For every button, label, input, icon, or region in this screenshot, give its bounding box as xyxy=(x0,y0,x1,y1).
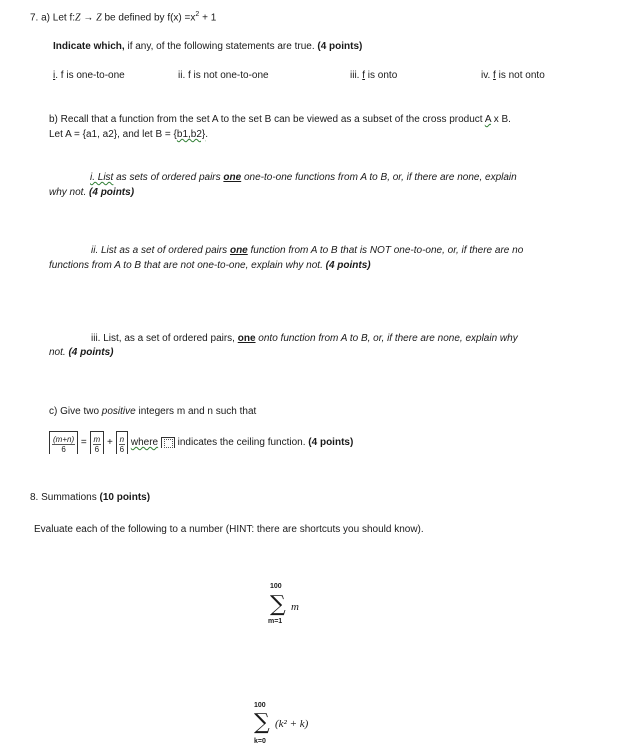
fraction-numerator: n xyxy=(119,434,125,444)
option-iv-f: f xyxy=(493,70,496,81)
q7b-iii-line2-text: not. xyxy=(49,347,66,358)
fraction-denominator: 6 xyxy=(94,444,100,454)
q7b-i-line1 xyxy=(90,172,517,183)
q7b-ii-text2: function from A to B that is NOT one-to-one, or, if there are no xyxy=(247,245,524,256)
q7a-line xyxy=(30,11,216,23)
q7b-i-number: i. List xyxy=(90,172,114,183)
option-i-text: . f is one-to-one xyxy=(55,70,125,81)
q7b-i-text: as sets of ordered pairs xyxy=(113,172,224,183)
q7b-ii-line2-text: functions from A to B that are not one-to-one, explain why not. xyxy=(49,260,323,271)
option-i-number: i xyxy=(53,70,56,81)
function-definition: be defined by f(x) =x xyxy=(101,12,196,24)
option-iii-f: f xyxy=(362,70,366,81)
q7b-i-text2: one-to-one functions from A to B, or, if there are none, explain xyxy=(241,172,517,183)
function-tail: + 1 xyxy=(199,12,217,24)
points-label: (4 points) xyxy=(317,41,363,52)
points-label: (10 points) xyxy=(99,492,151,503)
q7b-i-line2-text: why not. xyxy=(49,187,87,198)
ceiling-placeholder-icon xyxy=(161,437,175,448)
sum2-upper-limit: 100 xyxy=(254,702,266,709)
q7b-ii-one: one xyxy=(229,245,248,256)
option-iv-text: is not onto xyxy=(495,70,545,81)
sum1-body: m xyxy=(291,601,299,613)
q7b-iii-text2: onto function from A to B, or, if there are none, explain why xyxy=(255,333,518,344)
sum2-lower-limit: k=0 xyxy=(254,738,266,745)
q7c-positive: positive xyxy=(101,406,136,417)
q7c-text: c) Give two xyxy=(49,406,102,417)
q7c-text2: integers m and n such that xyxy=(135,406,257,417)
sum1-upper-limit: 100 xyxy=(270,583,282,590)
exponent: 2 xyxy=(195,11,200,18)
equals-sign: = xyxy=(78,437,90,448)
q7a-prefix: 7. a) Let f: xyxy=(30,12,76,24)
q7b-line1 xyxy=(49,114,511,125)
ceiling-equation xyxy=(49,430,353,456)
q7b-iii-text: iii. List, as a set of ordered pairs, xyxy=(91,333,238,344)
q7b-iii-one: one xyxy=(237,333,256,344)
ceiling-description: indicates the ceiling function. xyxy=(174,437,306,448)
q7b-line1-end: x B. xyxy=(490,114,511,125)
q7c-line1 xyxy=(49,406,256,417)
q7b-ii-text: ii. List as a set of ordered pairs xyxy=(91,245,230,256)
q7b-line2 xyxy=(49,129,208,140)
q7b-line2-text: Let A = {a1, a2}, and let B = { xyxy=(49,129,177,140)
set-Z: Z xyxy=(75,12,81,24)
set-B-elements: b1,b2} xyxy=(176,129,206,140)
q7b-line2-end: . xyxy=(205,129,209,140)
q7b-line1-text: b) Recall that a function from the set A to the set B can be viewed as a subset of the cross product xyxy=(49,114,485,125)
option-i xyxy=(53,70,125,81)
fraction xyxy=(52,435,75,454)
points-label: (4 points) xyxy=(68,347,114,358)
q7b-ii-line2 xyxy=(49,260,371,271)
sum1-lower-limit: m=1 xyxy=(268,618,283,625)
fraction xyxy=(93,435,102,454)
sum2-sigma: ∑ xyxy=(254,710,270,735)
arrow-symbol: → xyxy=(80,12,97,24)
fraction xyxy=(119,435,125,454)
sum1-sigma: ∑ xyxy=(270,592,286,617)
plus-sign: + xyxy=(104,437,116,448)
option-iv xyxy=(481,70,545,81)
q8-heading xyxy=(30,492,150,503)
points-label: (4 points) xyxy=(308,437,354,448)
fraction-denominator: 6 xyxy=(119,444,125,454)
fraction-denominator: 6 xyxy=(61,444,66,454)
where-word: where xyxy=(130,437,159,448)
option-iv-number: iv. xyxy=(481,70,494,81)
option-ii: ii. f is not one-to-one xyxy=(178,70,269,81)
option-iii-number: iii. xyxy=(350,70,363,81)
set-A: A xyxy=(484,114,491,125)
q7b-i-line2 xyxy=(49,187,134,198)
q7b-iii-line1 xyxy=(91,333,518,344)
fraction-numerator: m xyxy=(93,434,101,444)
q7a-instruction xyxy=(53,41,362,52)
q7b-iii-line2 xyxy=(49,347,113,358)
points-label: (4 points) xyxy=(89,187,135,198)
ceiling-term xyxy=(49,431,78,454)
set-Z: Z xyxy=(96,12,102,24)
option-iii-text: is onto xyxy=(365,70,398,81)
q8-instruction: Evaluate each of the following to a number (HINT: there are shortcuts you should know). xyxy=(34,524,424,535)
points-label: (4 points) xyxy=(325,260,371,271)
q7b-ii-line1 xyxy=(91,245,523,256)
sum2-body: (k² + k) xyxy=(275,718,309,730)
q8-title: 8. Summations xyxy=(30,492,97,503)
fraction-numerator: (m+n) xyxy=(53,434,75,444)
ceiling-term xyxy=(90,431,105,454)
instruction-bold: Indicate which, xyxy=(53,41,125,52)
option-iii xyxy=(350,70,397,81)
q7b-i-one: one xyxy=(223,172,242,183)
ceiling-term xyxy=(116,431,128,454)
instruction-text: if any, of the following statements are true. xyxy=(124,41,315,52)
